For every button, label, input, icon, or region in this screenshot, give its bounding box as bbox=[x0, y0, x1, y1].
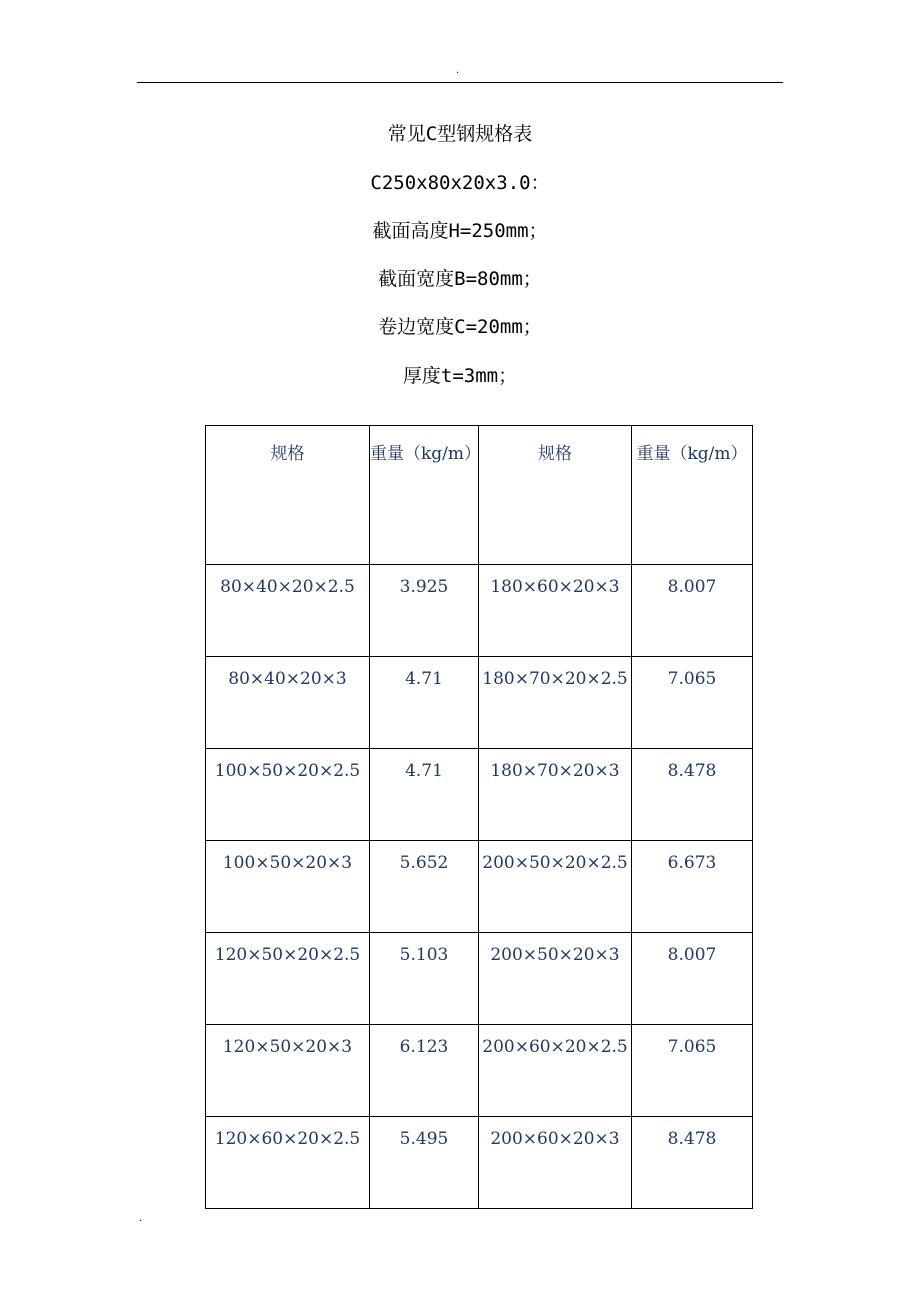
table-row bbox=[206, 1117, 753, 1209]
weight-cell: 7.065 bbox=[632, 657, 753, 749]
spec-cell: 180×70×20×2.5 bbox=[479, 657, 632, 749]
header-spec: 规格 bbox=[206, 426, 370, 565]
header-mark: . bbox=[456, 65, 460, 76]
spec-cell: 200×60×20×2.5 bbox=[479, 1025, 632, 1117]
weight-cell: 4.71 bbox=[370, 657, 479, 749]
weight-cell: 3.925 bbox=[370, 565, 479, 657]
table-row bbox=[206, 1025, 753, 1117]
weight-cell: 8.007 bbox=[632, 565, 753, 657]
weight-cell: 5.495 bbox=[370, 1117, 479, 1209]
weight-cell: 5.103 bbox=[370, 933, 479, 1025]
weight-cell: 8.478 bbox=[632, 1117, 753, 1209]
spec-cell: 200×50×20×3 bbox=[479, 933, 632, 1025]
weight-cell: 8.007 bbox=[632, 933, 753, 1025]
spec-table bbox=[205, 425, 753, 1209]
header-rule bbox=[137, 82, 783, 83]
thickness-line: 厚度t=3mm； bbox=[402, 365, 518, 387]
table-row bbox=[206, 565, 753, 657]
spec-cell: 180×70×20×3 bbox=[479, 749, 632, 841]
footer-mark: . bbox=[139, 1213, 143, 1224]
section-width-line: 截面宽度B=80mm； bbox=[378, 268, 542, 290]
weight-cell: 5.652 bbox=[370, 841, 479, 933]
spec-line: C250x80x20x3.0： bbox=[370, 172, 550, 194]
table-row bbox=[206, 841, 753, 933]
spec-cell: 100×50×20×3 bbox=[206, 841, 370, 933]
spec-cell: 180×60×20×3 bbox=[479, 565, 632, 657]
table-row bbox=[206, 933, 753, 1025]
spec-cell: 200×60×20×3 bbox=[479, 1117, 632, 1209]
page-title: 常见C型钢规格表 bbox=[387, 123, 533, 145]
lip-width-line: 卷边宽度C=20mm； bbox=[378, 316, 542, 338]
spec-cell: 80×40×20×2.5 bbox=[206, 565, 370, 657]
table-row bbox=[206, 657, 753, 749]
spec-cell: 200×50×20×2.5 bbox=[479, 841, 632, 933]
spec-cell: 120×50×20×2.5 bbox=[206, 933, 370, 1025]
spec-cell: 80×40×20×3 bbox=[206, 657, 370, 749]
weight-cell: 7.065 bbox=[632, 1025, 753, 1117]
header-spec: 规格 bbox=[479, 426, 632, 565]
weight-cell: 6.123 bbox=[370, 1025, 479, 1117]
spec-cell: 100×50×20×2.5 bbox=[206, 749, 370, 841]
header-weight: 重量（kg/m） bbox=[370, 426, 479, 565]
spec-cell: 120×60×20×2.5 bbox=[206, 1117, 370, 1209]
section-height-line: 截面高度H=250mm； bbox=[372, 220, 548, 242]
weight-cell: 4.71 bbox=[370, 749, 479, 841]
spec-cell: 120×50×20×3 bbox=[206, 1025, 370, 1117]
weight-cell: 6.673 bbox=[632, 841, 753, 933]
header-weight: 重量（kg/m） bbox=[632, 426, 753, 565]
table-row bbox=[206, 749, 753, 841]
table-header-row bbox=[206, 426, 753, 565]
weight-cell: 8.478 bbox=[632, 749, 753, 841]
